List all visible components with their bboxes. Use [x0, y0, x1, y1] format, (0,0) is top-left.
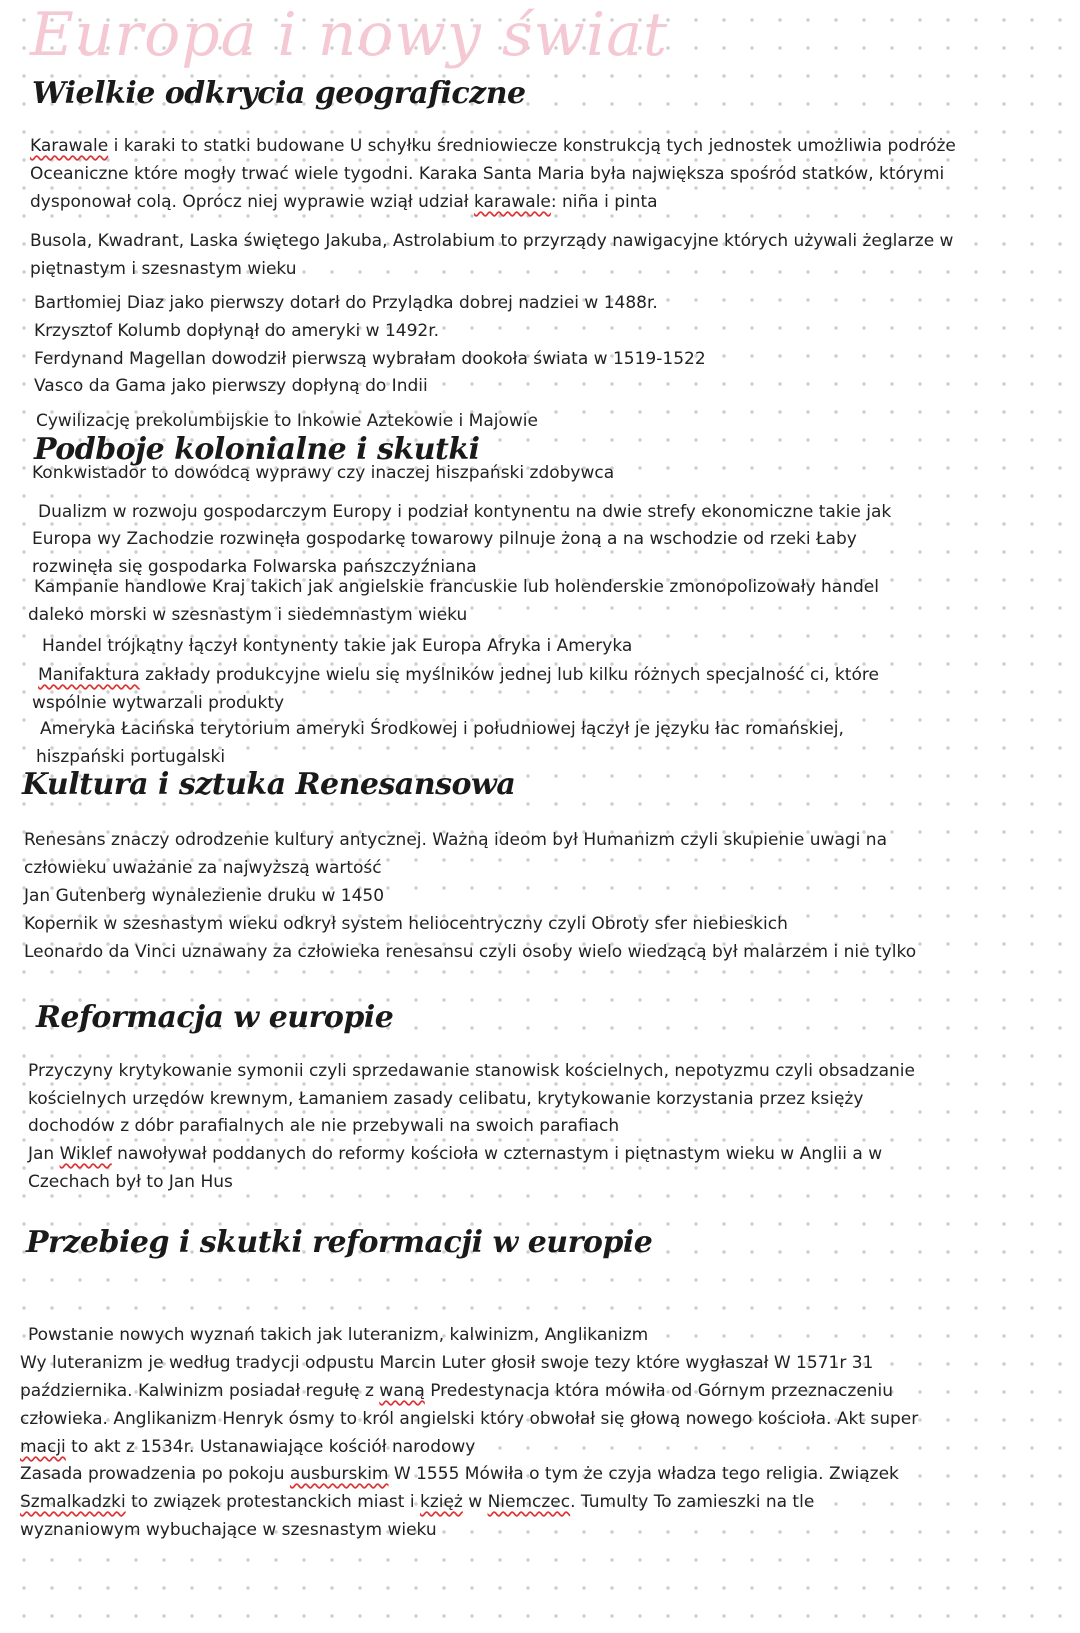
misspelled-word: Karawale — [30, 136, 109, 156]
text-line: Oceaniczne które mogły trwać wiele tygodni. Karaka Santa Maria była największa spośród statków, którymi — [30, 164, 945, 184]
text-line — [20, 1463, 899, 1485]
text-line: Czechach był to Jan Hus — [28, 1172, 233, 1192]
text-span: to związek protestanckich miast i — [125, 1492, 420, 1512]
text-span: i karaki to statki budowane U schyłku średniowiecze konstrukcją tych jednostek umożliwia podróże — [108, 136, 956, 156]
text-line: wspólnie wytwarzali produkty — [32, 693, 285, 713]
section-heading-reformation-course: Przebieg i skutki reformacji w europie — [26, 1225, 653, 1260]
text-line — [38, 664, 879, 686]
page-title: Europa i nowy świat — [30, 0, 669, 70]
text-span: Jan — [28, 1144, 60, 1164]
text-line: człowieka. Anglikanizm Henryk ósmy to król angielski który obwołał się głową nowego kościoła. Akt super — [20, 1409, 919, 1429]
section-heading-reformation: Reformacja w europie — [36, 1000, 394, 1035]
misspelled-word: ausburskim — [289, 1464, 389, 1484]
text-line — [20, 1436, 475, 1458]
text-line: Powstanie nowych wyznań takich jak luteranizm, kalwinizm, Anglikanizm — [28, 1325, 649, 1345]
text-line: rozwinęła się gospodarka Folwarska pańszczyźniana — [32, 557, 477, 577]
text-line: Ameryka Łacińska terytorium ameryki Środkowej i południowej łączył je języku łac romańskiej, — [40, 719, 844, 739]
text-span: . Tumulty To zamieszki na tle — [570, 1492, 815, 1512]
text-line: Konkwistador to dowódcą wyprawy czy inaczej hiszpański zdobywca — [32, 463, 615, 483]
misspelled-word: Szmalkadzki — [20, 1492, 126, 1512]
text-line: Jan Gutenberg wynalezienie druku w 1450 — [24, 886, 385, 906]
text-line: Renesans znaczy odrodzenie kultury antycznej. Ważną ideom był Humanizm czyli skupienie uwagi na — [24, 830, 887, 850]
text-line: Wy luteranizm je według tradycji odpustu Marcin Luter głosił swoje tezy które wygłaszał W 1571r 31 — [20, 1353, 874, 1373]
text-line: wyznaniowym wybuchające w szesnastym wieku — [20, 1520, 437, 1540]
text-line: człowieku uważanie za najwyższą wartość — [24, 858, 382, 878]
text-line — [30, 135, 956, 157]
text-line: piętnastym i szesnastym wieku — [30, 259, 297, 279]
text-line: daleko morski w szesnastym i siedemnastym wieku — [28, 605, 468, 625]
text-span: Zasada prowadzenia po pokoju — [20, 1464, 290, 1484]
text-line: kościelnych urzędów krewnym, Łamaniem zasady celibatu, krytykowanie korzystania przez księży — [28, 1089, 864, 1109]
text-line: hiszpański portugalski — [36, 747, 226, 767]
text-line — [28, 1143, 882, 1165]
section-heading-renaissance: Kultura i sztuka Renesansowa — [22, 767, 516, 802]
section-heading-discoveries: Wielkie odkrycia geograficzne — [32, 76, 526, 111]
text-line: dochodów z dóbr parafialnych ale nie przebywali na swoich parafiach — [28, 1116, 620, 1136]
text-span: dysponował colą. Oprócz niej wyprawie wziął udział — [30, 192, 474, 212]
text-span: w — [462, 1492, 488, 1512]
text-line: Krzysztof Kolumb dopłynął do ameryki w 1492r. — [34, 321, 440, 341]
misspelled-word: Niemczec — [487, 1492, 571, 1512]
text-line: Europa wy Zachodzie rozwinęła gospodarkę towarowy pilnuje żoną a na wschodzie od rzeki Łaby — [32, 529, 857, 549]
text-line: Handel trójkątny łączył kontynenty takie jak Europa Afryka i Ameryka — [42, 636, 633, 656]
text-line — [20, 1491, 814, 1513]
misspelled-word: Manifaktura — [38, 665, 140, 685]
text-span: października. Kalwinizm posiadał regułę z — [20, 1381, 380, 1401]
text-line: Bartłomiej Diaz jako pierwszy dotarł do Przylądka dobrej nadziei w 1488r. — [34, 293, 658, 313]
text-line: Busola, Kwadrant, Laska świętego Jakuba, Astrolabium to przyrządy nawigacyjne których używali żeglarze w — [30, 231, 954, 251]
text-span: W 1555 Mówiła o tym że czyja władza tego religia. Związek — [388, 1464, 899, 1484]
text-line: Vasco da Gama jako pierwszy dopłyną do Indii — [34, 376, 428, 396]
misspelled-word: macji — [20, 1437, 66, 1457]
misspelled-word: Wiklef — [59, 1144, 112, 1164]
misspelled-word: karawale — [474, 192, 551, 212]
text-line: Przyczyny krytykowanie symonii czyli sprzedawanie stanowisk kościelnych, nepotyzmu czyli obsadzanie — [28, 1061, 915, 1081]
text-line: Dualizm w rozwoju gospodarczym Europy i podział kontynentu na dwie strefy ekonomiczne takie jak — [38, 502, 892, 522]
section-heading-colonial: Podboje kolonialne i skutki — [34, 432, 480, 467]
text-span: nawoływał poddanych do reformy kościoła w czternastym i piętnastym wieku w Anglii a w — [111, 1144, 883, 1164]
text-line: Ferdynand Magellan dowodził pierwszą wybrałam dookoła świata w 1519-1522 — [34, 349, 706, 369]
text-span: to akt z 1534r. Ustanawiające kościół narodowy — [65, 1437, 476, 1457]
misspelled-word: kzięż — [419, 1492, 463, 1512]
text-line — [30, 191, 658, 213]
text-span: zakłady produkcyjne wielu się myślników jednej lub kilku różnych specjalność ci, które — [139, 665, 879, 685]
text-span: : niña i pinta — [550, 192, 658, 212]
text-span: Predestynacja która mówiła od Górnym przeznaczeniu — [424, 1381, 894, 1401]
text-line: Cywilizację prekolumbijskie to Inkowie Aztekowie i Majowie — [36, 411, 538, 431]
text-line: Kopernik w szesnastym wieku odkrył system heliocentryczny czyli Obroty sfer niebieskich — [24, 914, 788, 934]
text-line: Leonardo da Vinci uznawany za człowieka renesansu czyli osoby wielo wiedzącą był malarzem i nie tylko — [24, 942, 917, 962]
misspelled-word: waną — [379, 1381, 425, 1401]
text-line — [20, 1380, 893, 1402]
text-line: Kampanie handlowe Kraj takich jak angielskie francuskie lub holenderskie zmonopolizowały handel — [34, 577, 879, 597]
